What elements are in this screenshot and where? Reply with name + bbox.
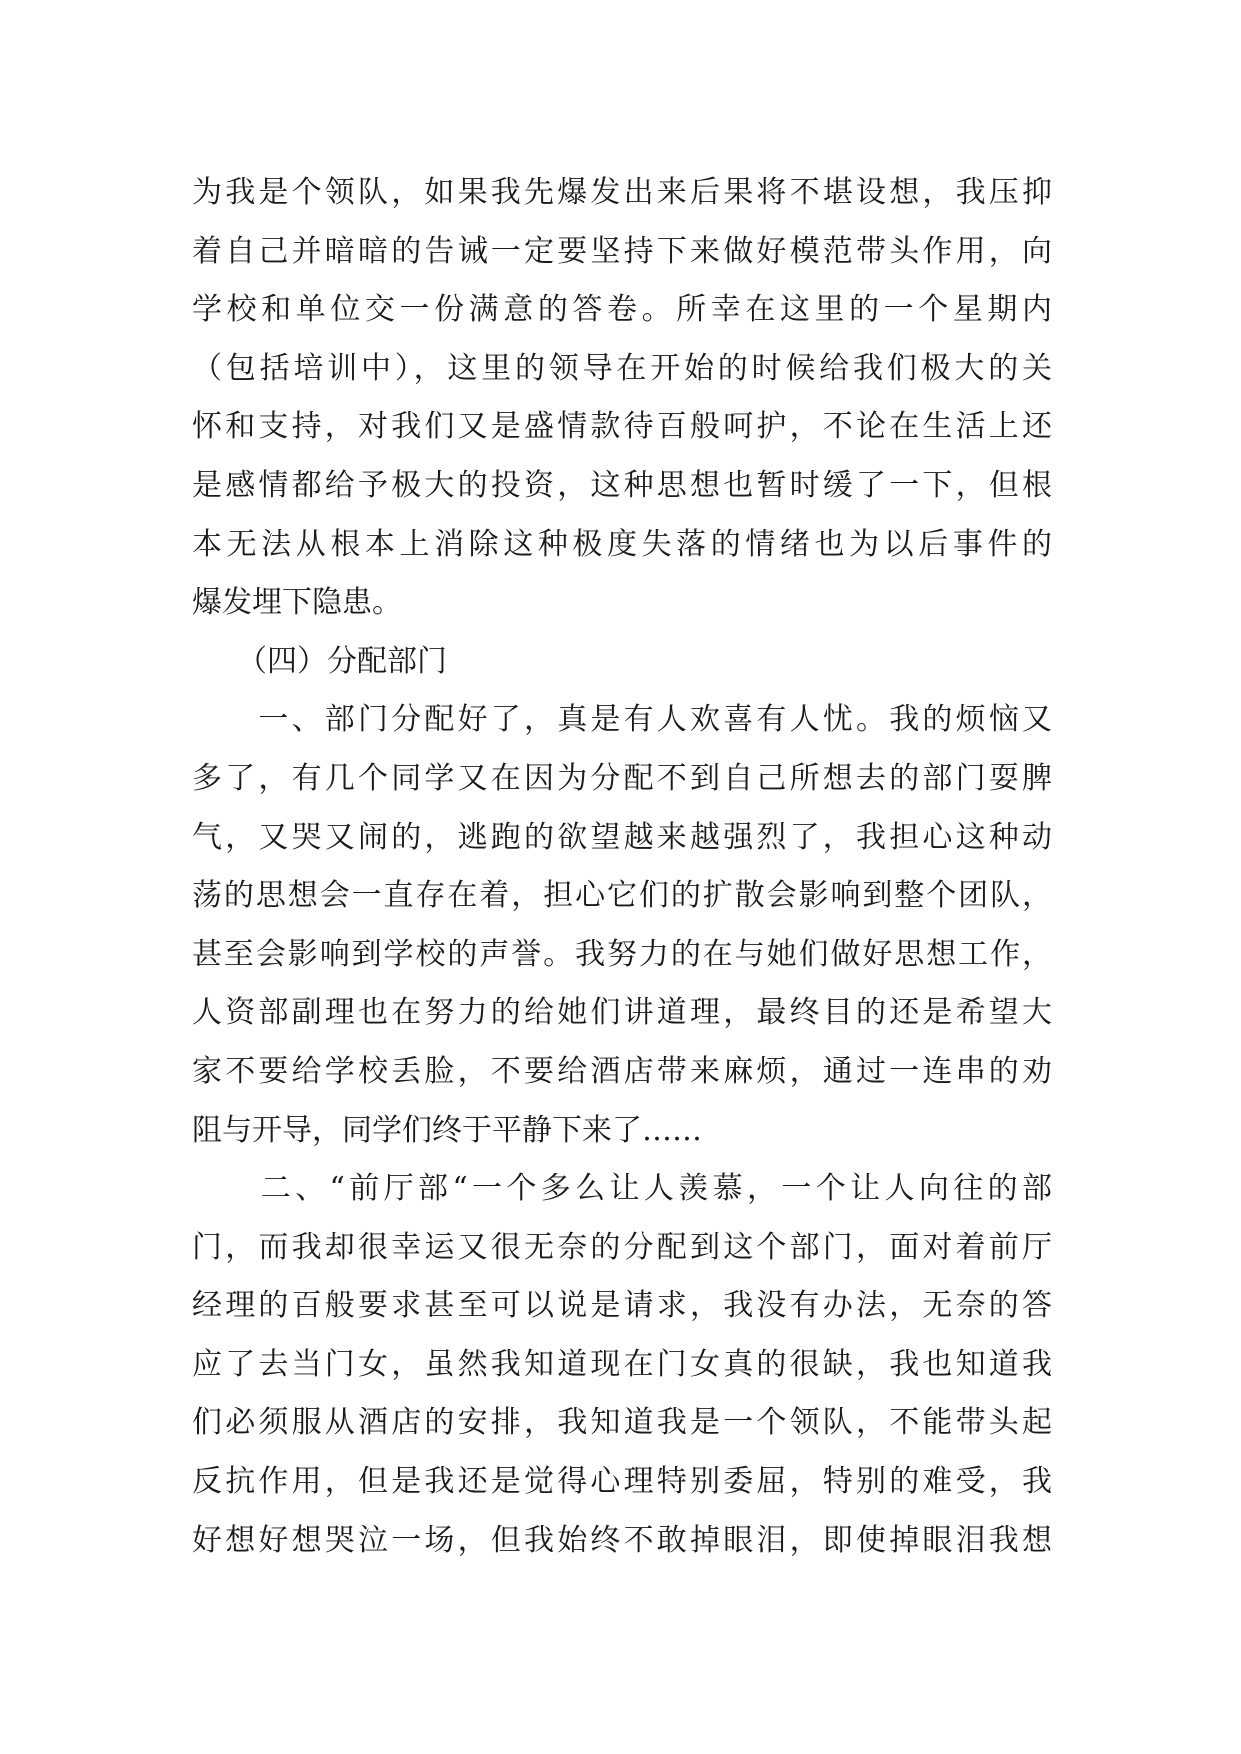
text-line: 一、部门分配好了，真是有人欢喜有人忧。我的烦恼又	[192, 702, 1052, 738]
text-line: 人资部副理也在努力的给她们讲道理，最终目的还是希望大	[192, 995, 1052, 1031]
text-line: 学校和单位交一份满意的答卷。所幸在这里的一个星期内	[192, 292, 1052, 328]
text-line: 们必须服从酒店的安排，我知道我是一个领队，不能带头起	[192, 1405, 1052, 1441]
text-line: 好想好想哭泣一场，但我始终不敢掉眼泪，即使掉眼泪我想	[192, 1522, 1052, 1558]
body-text	[192, 164, 1052, 1570]
text-line: 甚至会影响到学校的声誉。我努力的在与她们做好思想工作，	[192, 936, 1052, 972]
text-line: 爆发埋下隐患。	[192, 585, 402, 621]
text-line: 着自己并暗暗的告诫一定要坚持下来做好模范带头作用，向	[192, 233, 1052, 269]
text-line: 为我是个领队，如果我先爆发出来后果将不堪设想，我压抑	[192, 175, 1052, 210]
text-line: （包括培训中），这里的领导在开始的时候给我们极大的关	[192, 350, 1052, 386]
text-line: 气，又哭又闹的，逃跑的欲望越来越强烈了，我担心这种动	[192, 819, 1052, 855]
text-line: 家不要给学校丢脸，不要给酒店带来麻烦，通过一连串的劝	[192, 1053, 1052, 1089]
text-line: 多了，有几个同学又在因为分配不到自己所想去的部门耍脾	[192, 760, 1052, 796]
text-line: 二、“前厅部“一个多么让人羡慕，一个让人向往的部	[192, 1171, 1052, 1207]
text-line: 门，而我却很幸运又很无奈的分配到这个部门，面对着前厅	[192, 1229, 1052, 1265]
section-heading: （四）分配部门	[192, 643, 447, 679]
text-line: 阻与开导，同学们终于平静下来了……	[192, 1112, 702, 1148]
text-line: 经理的百般要求甚至可以说是请求，我没有办法，无奈的答	[192, 1288, 1052, 1324]
text-line: 应了去当门女，虽然我知道现在门女真的很缺，我也知道我	[192, 1346, 1052, 1382]
text-line: 本无法从根本上消除这种极度失落的情绪也为以后事件的	[192, 526, 1052, 562]
text-line: 荡的思想会一直存在着，担心它们的扩散会影响到整个团队，	[192, 878, 1052, 914]
text-line: 反抗作用，但是我还是觉得心理特别委屈，特别的难受，我	[192, 1464, 1052, 1500]
text-line: 是感情都给予极大的投资，这种思想也暂时缓了一下，但根	[192, 467, 1052, 503]
text-line: 怀和支持，对我们又是盛情款待百般呵护，不论在生活上还	[192, 409, 1052, 445]
